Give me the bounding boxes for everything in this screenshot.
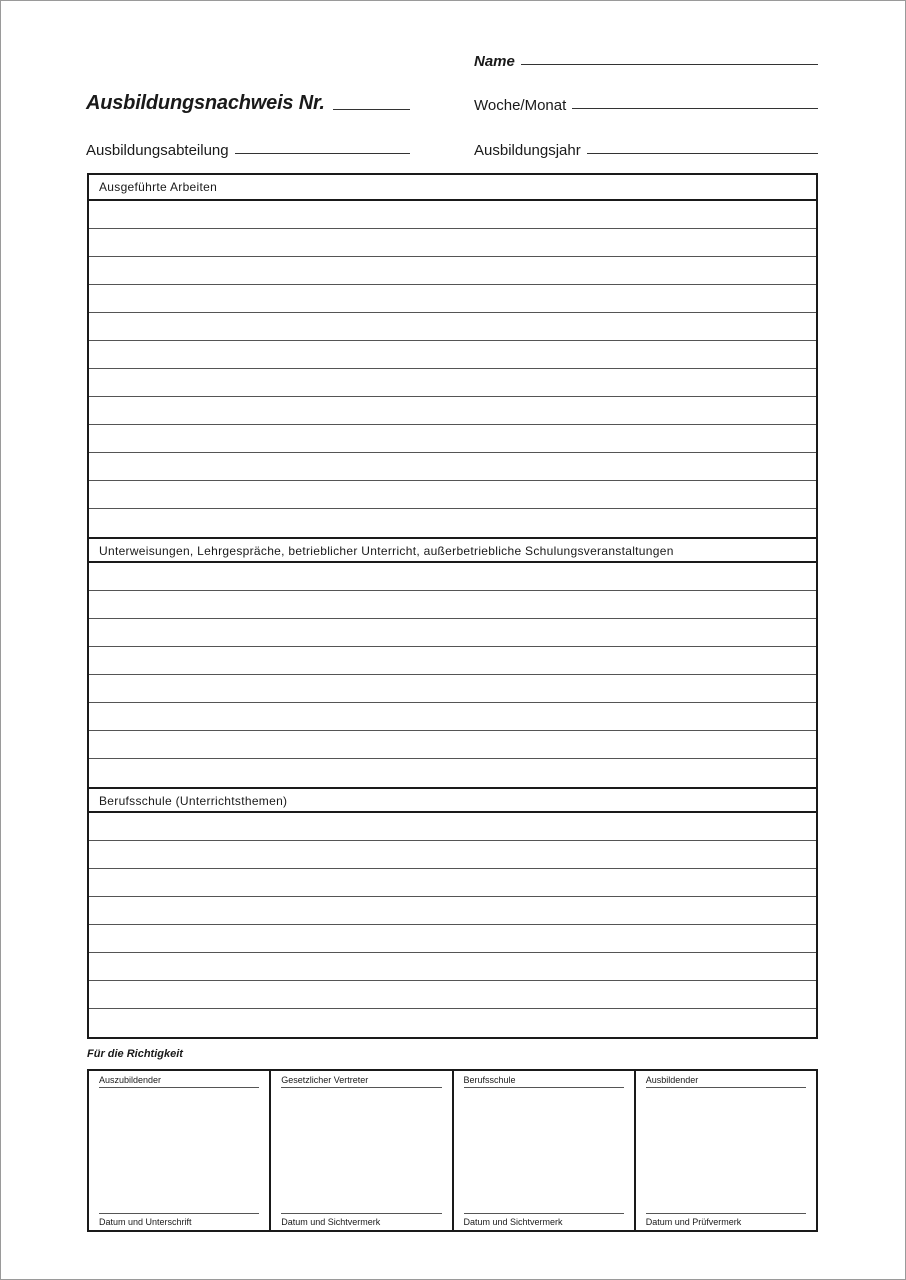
confirmation-heading: Für die Richtigkeit [87, 1048, 183, 1060]
school-row[interactable] [89, 1009, 816, 1037]
work-row[interactable] [89, 313, 816, 341]
school-row[interactable] [89, 925, 816, 953]
signature-cell-trainer[interactable] [636, 1071, 816, 1230]
work-row[interactable] [89, 341, 816, 369]
training-year-field [474, 142, 818, 159]
signature-role-label: Auszubildender [99, 1075, 259, 1088]
week-month-input-line[interactable] [572, 108, 818, 109]
instruction-section-rows [89, 563, 816, 787]
instruction-row[interactable] [89, 619, 816, 647]
name-label: Name [474, 53, 515, 70]
school-section-header: Berufsschule (Unterrichtsthemen) [89, 787, 816, 813]
signature-cell-trainee[interactable] [89, 1071, 271, 1230]
training-year-input-line[interactable] [587, 153, 818, 154]
department-field [86, 142, 410, 159]
school-row[interactable] [89, 813, 816, 841]
instruction-row[interactable] [89, 591, 816, 619]
instruction-row[interactable] [89, 647, 816, 675]
school-section-rows [89, 813, 816, 1037]
signature-table [87, 1069, 818, 1232]
signature-cell-vocational-school[interactable] [454, 1071, 636, 1230]
report-number-field [86, 92, 410, 115]
report-table [87, 173, 818, 1039]
work-row[interactable] [89, 425, 816, 453]
name-field [474, 53, 818, 70]
department-label: Ausbildungsabteilung [86, 142, 229, 159]
signature-role-label: Berufsschule [464, 1075, 624, 1088]
school-row[interactable] [89, 953, 816, 981]
week-month-label: Woche/Monat [474, 97, 567, 114]
work-row[interactable] [89, 285, 816, 313]
work-row[interactable] [89, 201, 816, 229]
school-row[interactable] [89, 869, 816, 897]
signature-role-label: Gesetzlicher Vertreter [281, 1075, 441, 1088]
school-row[interactable] [89, 897, 816, 925]
department-input-line[interactable] [235, 153, 410, 154]
instruction-row[interactable] [89, 675, 816, 703]
work-row[interactable] [89, 229, 816, 257]
school-row[interactable] [89, 981, 816, 1009]
work-section-rows [89, 201, 816, 537]
instruction-row[interactable] [89, 703, 816, 731]
week-month-field [474, 97, 818, 114]
page-title: Ausbildungsnachweis Nr. [86, 92, 325, 114]
training-year-label: Ausbildungsjahr [474, 142, 581, 159]
report-number-input-line[interactable] [333, 109, 410, 110]
work-section-header: Ausgeführte Arbeiten [89, 175, 816, 201]
school-row[interactable] [89, 841, 816, 869]
signature-footer-label: Datum und Prüfvermerk [646, 1213, 806, 1227]
name-input-line[interactable] [521, 64, 818, 65]
signature-cell-legal-guardian[interactable] [271, 1071, 453, 1230]
work-row[interactable] [89, 257, 816, 285]
work-row[interactable] [89, 453, 816, 481]
work-row[interactable] [89, 481, 816, 509]
signature-footer-label: Datum und Sichtvermerk [464, 1213, 624, 1227]
work-row[interactable] [89, 509, 816, 537]
instruction-section-header: Unterweisungen, Lehrgespräche, betrieblicher Unterricht, außerbetriebliche Schulungsveranstaltungen [89, 537, 816, 563]
work-row[interactable] [89, 397, 816, 425]
work-row[interactable] [89, 369, 816, 397]
instruction-row[interactable] [89, 563, 816, 591]
signature-footer-label: Datum und Sichtvermerk [281, 1213, 441, 1227]
instruction-row[interactable] [89, 759, 816, 787]
instruction-row[interactable] [89, 731, 816, 759]
signature-footer-label: Datum und Unterschrift [99, 1213, 259, 1227]
signature-role-label: Ausbildender [646, 1075, 806, 1088]
